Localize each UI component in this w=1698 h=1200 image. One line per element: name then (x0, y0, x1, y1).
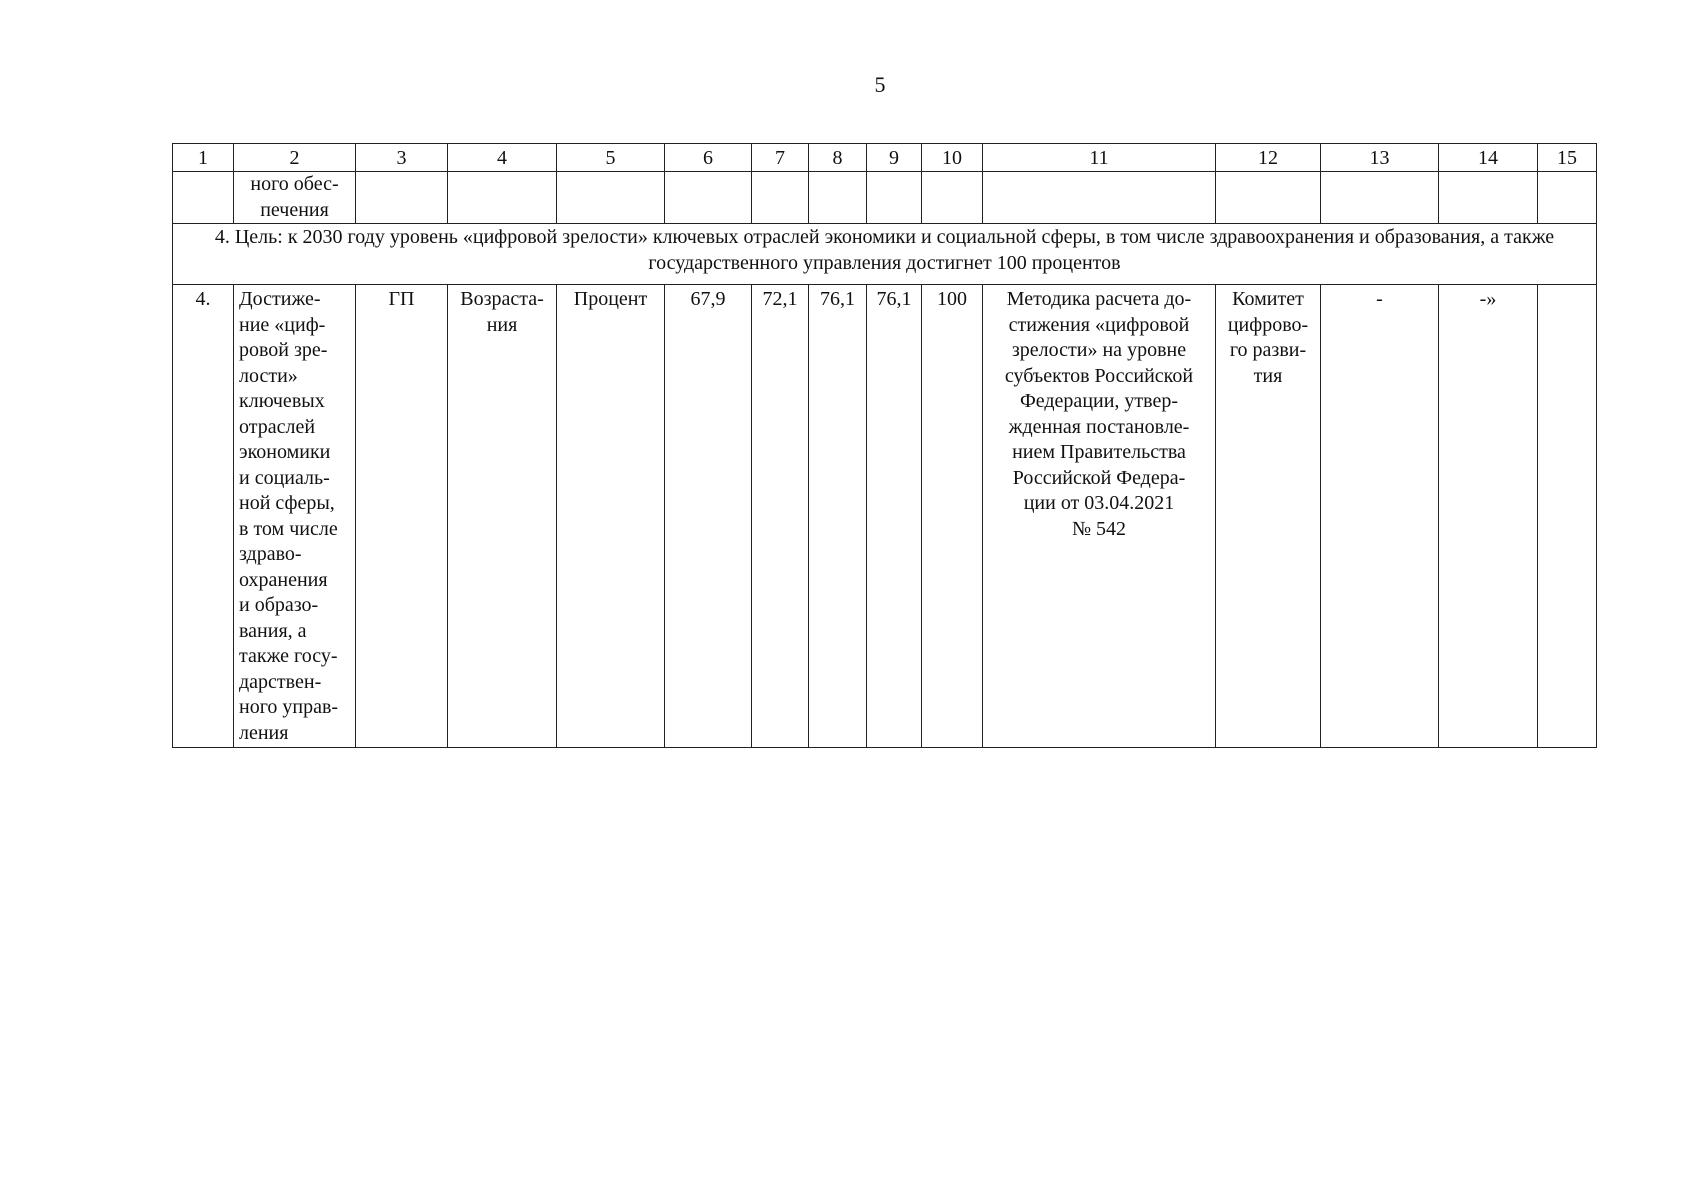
indicator-methodology: Методика расчета до- стижения «цифровой зрелости» на уровне субъектов Российской Федерации, утвер- жденная постановле- нием Правительства Российской Федера- ции от 03.04.2021 № 542 (983, 285, 1216, 748)
cont-cell-13 (1321, 172, 1439, 224)
cont-cell-3 (356, 172, 448, 224)
indicator-type: ГП (356, 285, 448, 748)
cont-cell-9 (867, 172, 922, 224)
indicators-table (172, 143, 1597, 748)
cont-cell-8 (809, 172, 867, 224)
indicator-value-10: 100 (922, 285, 983, 748)
continuation-row (173, 172, 1597, 224)
col-number-8: 8 (809, 144, 867, 172)
col-number-14: 14 (1439, 144, 1538, 172)
col-number-5: 5 (557, 144, 665, 172)
col-number-3: 3 (356, 144, 448, 172)
col-number-2: 2 (234, 144, 356, 172)
cont-cell-7 (752, 172, 809, 224)
cont-cell-12 (1216, 172, 1321, 224)
cont-cell-11 (983, 172, 1216, 224)
indicator-value-9: 76,1 (867, 285, 922, 748)
indicator-row (173, 285, 1597, 748)
cont-cell-5 (557, 172, 665, 224)
indicator-base-value: 67,9 (665, 285, 752, 748)
col-number-12: 12 (1216, 144, 1321, 172)
indicator-col-13: - (1321, 285, 1439, 748)
col-number-1: 1 (173, 144, 234, 172)
col-number-9: 9 (867, 144, 922, 172)
cont-cell-15 (1538, 172, 1597, 224)
cont-cell-2: ного обес- печения (234, 172, 356, 224)
goal-row (173, 224, 1597, 285)
indicator-col-15 (1538, 285, 1597, 748)
col-number-13: 13 (1321, 144, 1439, 172)
indicator-value-8: 76,1 (809, 285, 867, 748)
cont-cell-10 (922, 172, 983, 224)
column-number-row (173, 144, 1597, 172)
page-number: 5 (874, 72, 886, 97)
indicator-number: 4. (173, 285, 234, 748)
indicator-responsible: Комитет цифрово- го разви- тия (1216, 285, 1321, 748)
col-number-11: 11 (983, 144, 1216, 172)
indicator-value-7: 72,1 (752, 285, 809, 748)
col-number-4: 4 (448, 144, 557, 172)
indicator-col-14: -» (1439, 285, 1538, 748)
col-number-10: 10 (922, 144, 983, 172)
indicator-trend: Возраста- ния (448, 285, 557, 748)
cont-cell-6 (665, 172, 752, 224)
indicator-name: Достиже- ние «циф- ровой зре- лости» ключевых отраслей экономики и социаль- ной сферы, в том числе здраво- охранения и образо- вания, а также госу- дарствен- ного управ- ления (234, 285, 356, 748)
col-number-6: 6 (665, 144, 752, 172)
cont-cell-4 (448, 172, 557, 224)
indicator-unit: Процент (557, 285, 665, 748)
col-number-15: 15 (1538, 144, 1597, 172)
cont-cell-1 (173, 172, 234, 224)
cont-cell-14 (1439, 172, 1538, 224)
goal-text: 4. Цель: к 2030 году уровень «цифровой зрелости» ключевых отраслей экономики и социальной сферы, в том числе здравоохранения и образования, а также государственного управления достигнет 100 процентов (173, 224, 1597, 285)
col-number-7: 7 (752, 144, 809, 172)
